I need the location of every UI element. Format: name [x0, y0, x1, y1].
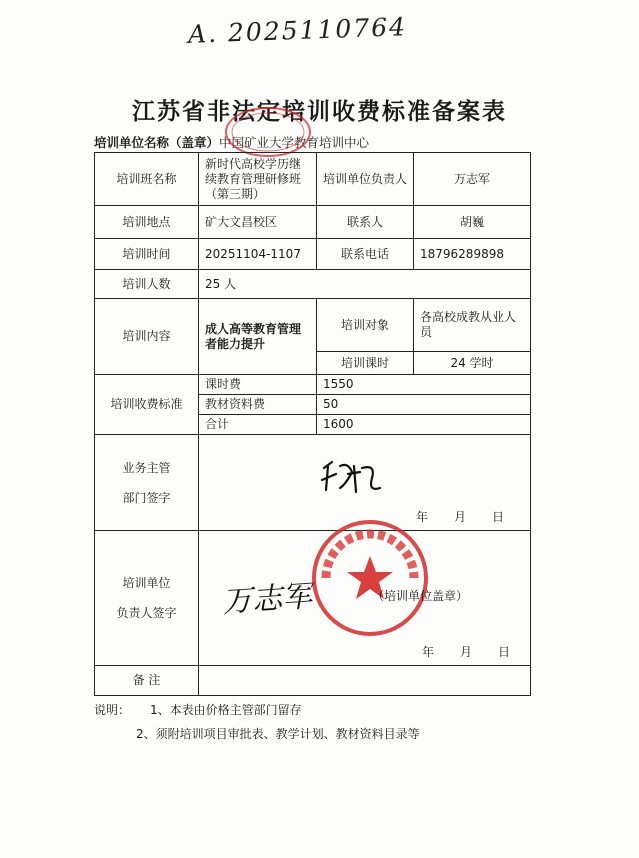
- row-location: [95, 206, 531, 239]
- contact-value: 胡巍: [414, 206, 531, 239]
- date-year: 年: [422, 645, 435, 659]
- supervisor-label: [95, 435, 199, 531]
- row-time: [95, 239, 531, 270]
- handwritten-doc-number: A. 2025110764: [187, 12, 408, 49]
- unit-name-value: 中国矿业大学教育培训中心: [219, 135, 370, 150]
- people-value: 25 人: [199, 270, 531, 299]
- remark-label: 备 注: [95, 666, 199, 696]
- official-seal: [310, 518, 430, 638]
- supervisor-label-1: 业务主管: [122, 460, 171, 475]
- page-title: 江苏省非法定培训收费标准备案表: [132, 99, 507, 125]
- fee-label: 培训收费标准: [95, 375, 199, 435]
- row-remark: [95, 666, 531, 696]
- target-value: 各高校成教从业人员: [414, 299, 531, 352]
- fee-item-value: 1550: [317, 375, 531, 395]
- hours-label: 培训课时: [317, 352, 414, 375]
- class-name-value: 新时代高校学历继续教育管理研修班（第三期）: [199, 153, 317, 206]
- unit-responsible-signature: 万志军: [221, 578, 314, 621]
- supervisor-label-2: 部门签字: [122, 490, 171, 505]
- target-label: 培训对象: [317, 299, 414, 352]
- supervisor-signature: [318, 458, 388, 498]
- seal-note: （培训单位盖章）: [372, 589, 469, 603]
- row-people: [95, 270, 531, 299]
- contact-label: 联系人: [317, 206, 414, 239]
- class-name-label: 培训班名称: [95, 153, 199, 206]
- fee-item-value: 50: [317, 395, 531, 415]
- time-label: 培训时间: [95, 239, 199, 270]
- responsible-value: 万志军: [414, 153, 531, 206]
- note-item: 1、本表由价格主管部门留存: [150, 703, 302, 717]
- unit-name-label: 培训单位名称（盖章）: [94, 135, 220, 150]
- responsible-label: 培训单位负责人: [317, 153, 414, 206]
- fee-item-value: 1600: [317, 415, 531, 435]
- location-value: 矿大文昌校区: [199, 206, 317, 239]
- fee-item-name: 课时费: [199, 375, 317, 395]
- phone-label: 联系电话: [317, 239, 414, 270]
- date-day: 日: [498, 645, 511, 659]
- date-month: 月: [460, 645, 473, 659]
- date-day: 日: [492, 510, 505, 524]
- location-label: 培训地点: [95, 206, 199, 239]
- date-year: 年: [416, 510, 429, 524]
- fee-item-name: 合计: [199, 415, 317, 435]
- unit-sign-label: [95, 531, 199, 666]
- notes-prefix: 说明：: [94, 703, 131, 717]
- note-item: 2、须附培训项目审批表、教学计划、教材资料目录等: [136, 727, 420, 741]
- remark-value: [199, 666, 531, 696]
- unit-sign-date: [422, 643, 536, 660]
- hours-value: 24 学时: [414, 352, 531, 375]
- unit-sign-label-2: 负责人签字: [116, 606, 177, 620]
- row-fee-1: [95, 375, 531, 395]
- time-value: 20251104-1107: [199, 239, 317, 270]
- row-class-name: [95, 153, 531, 206]
- content-value: 成人高等教育管理者能力提升: [199, 299, 317, 375]
- phone-value: 18796289898: [414, 239, 531, 270]
- supervisor-date: [416, 508, 530, 525]
- date-month: 月: [454, 510, 467, 524]
- fee-item-name: 教材资料费: [199, 395, 317, 415]
- content-label: 培训内容: [95, 299, 199, 375]
- unit-sign-label-1: 培训单位: [122, 576, 171, 590]
- row-content: [95, 299, 531, 352]
- note-line-1: [94, 698, 420, 722]
- people-label: 培训人数: [95, 270, 199, 299]
- notes: [94, 698, 420, 746]
